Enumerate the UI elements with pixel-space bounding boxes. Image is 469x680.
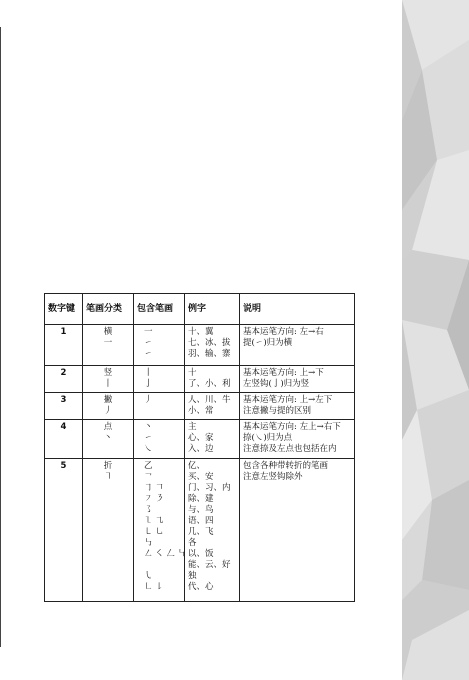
stroke-form: ㇏ [144,444,153,454]
table-row [45,420,355,459]
note-line: 基本运笔方向: 左上→右下 [243,422,341,432]
example-line: 买、安 [188,472,214,482]
category-cell [83,420,134,459]
stroke-form: ㇜ ㇛ 𠃋 ㇞ [144,549,187,559]
category-name: 竖 [103,368,113,378]
notes-cell [240,325,355,366]
example-line: 亿、 [188,461,206,471]
example-line: 语、四 [188,516,214,526]
note-line: 包含各种带转折的笔画 [243,461,329,471]
stroke-form: 一 [144,327,153,337]
faceted-pattern-graphic [402,0,469,680]
example-line: 心、家 [188,433,214,443]
category-cell [83,459,134,602]
strokes-cell [134,420,185,459]
category-name: 横 [103,327,113,337]
notes-cell [240,459,355,602]
examples-cell [185,420,240,459]
notes-cell [240,393,355,420]
table-row [45,366,355,393]
stroke-form: 乙 [144,461,153,471]
example-line: 主 [188,422,197,432]
stroke-form: ㇅ ㇈ [144,516,164,526]
example-line: 独 [188,571,197,581]
category-name: 撇 [103,395,113,405]
category-symbol: 丨 [103,379,113,389]
strokes-cell [134,459,185,602]
stroke-form: ㇀ [144,433,153,443]
category-cell [83,393,134,420]
page-margin-rule [0,27,1,647]
example-line: 入、边 [188,444,214,454]
example-line: 门、习、内 [188,483,231,493]
category-name: 点 [103,422,113,432]
examples-cell [185,459,240,602]
header-example-characters: 例字 [185,294,240,325]
example-line: 除、建 [188,494,214,504]
note-line: 提(㇀)归为横 [243,338,293,348]
table-row [45,459,355,602]
example-line: 十 [188,368,197,378]
category-symbol: 丿 [103,406,113,416]
stroke-form: ㇉ [144,538,153,548]
note-line: 捺(㇏)归为点 [243,433,293,443]
note-line: 注意左竖钩除外 [243,472,303,482]
stroke-form: 亅 [144,379,153,389]
category-symbol: 一 [103,338,113,348]
category-cell [83,366,134,393]
example-line: 十、翼 [188,327,214,337]
category-symbol: 丶 [103,433,113,443]
stroke-form: 丿 [144,395,153,405]
strokes-cell [134,325,185,366]
strokes-cell [134,366,185,393]
example-line: 能、云、好 [188,560,231,570]
stroke-key-table [44,293,355,602]
examples-cell [185,366,240,393]
example-line: 了、小、利 [188,379,231,389]
header-number-key: 数字键 [45,294,83,325]
stroke-form: ㇀ [144,338,153,348]
example-line: 小、常 [188,406,214,416]
table-row [45,393,355,420]
stroke-form: ㇂ [144,571,153,581]
note-line: 基本运笔方向: 上→左下 [243,395,333,405]
stroke-form: ㇆ 𠃍 [144,483,164,493]
decorative-side-panel [402,0,469,680]
examples-cell [185,325,240,366]
example-line: 与、鸟 [188,505,214,515]
example-line: 各 [188,538,197,548]
table-header-row [45,294,355,325]
number-key-cell: 2 [45,366,83,393]
notes-cell [240,420,355,459]
note-line: 基本运笔方向: 左→右 [243,327,324,337]
example-line: 七、冰、拔 [188,338,231,348]
header-notes: 说明 [240,294,355,325]
example-line: 代、心 [188,582,214,592]
stroke-form: ㇗ ㇙ [144,582,164,592]
number-key-cell: 3 [45,393,83,420]
stroke-form: ㇌ [144,505,153,515]
example-line: 人、川、牛 [188,395,231,405]
strokes-cell [134,393,185,420]
category-symbol: ㇕ [103,472,113,482]
number-key-cell: 1 [45,325,83,366]
header-included-strokes: 包含笔画 [134,294,185,325]
number-key-cell: 4 [45,420,83,459]
note-line: 注意捺及左点也包括在内 [243,444,337,454]
note-line: 注意撇与提的区别 [243,406,312,416]
example-line: 以、饭 [188,549,214,559]
stroke-form: 丶 [144,422,153,432]
category-cell [83,325,134,366]
stroke-form: ㇀ [144,349,153,359]
example-line: 几、飞 [188,527,214,537]
stroke-form: 丨 [144,368,153,378]
notes-cell [240,366,355,393]
table-row [45,325,355,366]
note-line: 左竖钩(亅)归为竖 [243,379,310,389]
stroke-form: ㇄ ㇟ [144,527,164,537]
example-line: 羽、输、寨 [188,349,231,359]
stroke-form: ㇇ ㇋ [144,494,164,504]
category-name: 折 [103,461,113,471]
header-stroke-category: 笔画分类 [83,294,134,325]
stroke-form: ㇖ [144,472,153,482]
note-line: 基本运笔方向: 上→下 [243,368,324,378]
number-key-cell: 5 [45,459,83,602]
examples-cell [185,393,240,420]
stroke-form [144,560,181,571]
